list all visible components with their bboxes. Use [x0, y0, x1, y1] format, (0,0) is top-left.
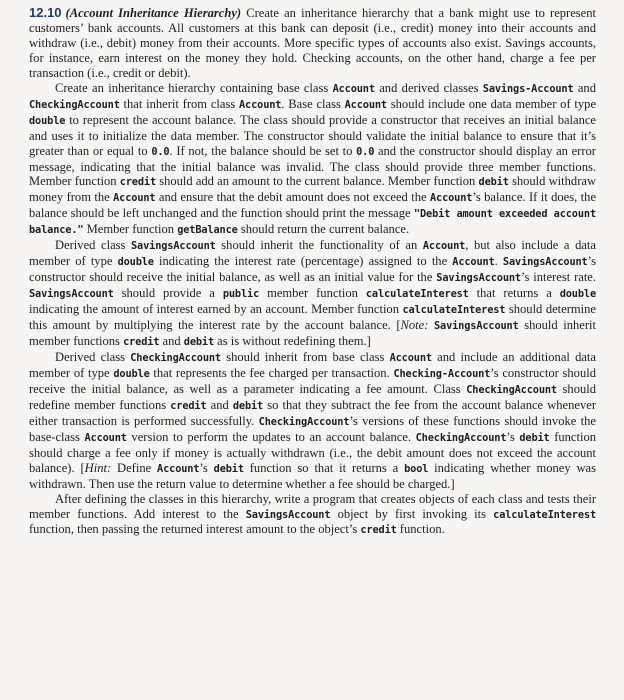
- text-run: and: [573, 80, 596, 95]
- text-run: that represents the fee charged per transaction.: [149, 365, 394, 380]
- text-run: function.: [396, 522, 445, 537]
- code-term: double: [29, 114, 66, 127]
- code-term: Account: [389, 351, 432, 364]
- code-term: credit: [170, 399, 207, 412]
- code-term: SavingsAccount: [502, 256, 588, 269]
- code-term: SavingsAccount: [433, 320, 519, 333]
- paragraph-test-program: [29, 492, 596, 539]
- text-run: should determine this amount by multiplying the interest rate by the account balance. [: [29, 302, 597, 333]
- text-run: Member function: [83, 222, 178, 237]
- text-run: .: [494, 254, 503, 269]
- text-run: and: [159, 334, 184, 349]
- text-run: should redefine member functions: [29, 381, 596, 412]
- text-run: , but also include a data member of type: [29, 238, 596, 269]
- code-term: CheckingAccount: [130, 351, 221, 364]
- text-run: . If not, the balance should be set to: [169, 143, 357, 158]
- code-term: Checking‑Account: [393, 367, 491, 380]
- text-run: After defining the classes in this hierarchy, write a program that creates objects of each class and tests their member functions. Add interest to the: [29, 491, 596, 521]
- code-term: calculateInterest: [365, 288, 469, 301]
- hint-label: Hint:: [84, 460, 112, 475]
- code-term: SavingsAccount: [131, 240, 216, 253]
- text-run: version to perform the updates to an account balance.: [126, 429, 416, 444]
- exercise-intro-text: Create an inheritance hierarchy that a bank might use to represent customers’ bank accounts. All customers at this bank can deposit (i.e., credit) money into their accounts and withdraw (i.e., debit) money from their accounts. More specific types of accounts also exist. Savings accounts, for instance, earn interest on the money they hold. Checking accounts, on the other hand, charge a fee per transaction (i.e., credit or debit).: [29, 6, 596, 80]
- text-run: function so that it returns a: [243, 460, 405, 475]
- code-term: CheckingAccount: [415, 431, 507, 444]
- code-term: Account: [422, 240, 466, 253]
- code-term: Account: [84, 431, 127, 444]
- code-term: SavingsAccount: [245, 508, 331, 521]
- text-run: and include an additional data member of type: [29, 349, 596, 380]
- code-term: double: [113, 367, 150, 380]
- text-run: Create an inheritance hierarchy containing base class: [55, 80, 333, 95]
- text-run: ’s versions of these functions should invoke the base-class: [29, 413, 596, 444]
- text-run: ’s: [506, 429, 520, 444]
- code-term: debit: [232, 399, 264, 412]
- code-term: Account: [239, 98, 282, 111]
- text-run: should withdraw money from the: [29, 174, 597, 205]
- text-run: as is without redefining them.]: [214, 334, 371, 349]
- paragraph-checking-account: [29, 350, 596, 492]
- text-run: ’s interest rate.: [521, 270, 597, 285]
- code-term: Account: [429, 192, 473, 205]
- code-term: credit: [119, 176, 156, 189]
- text-run: indicating whether money was withdrawn. Then use the return value to determine whether a fee should be charged.]: [29, 460, 596, 491]
- code-term: double: [117, 256, 154, 269]
- code-term: CheckingAccount: [29, 98, 120, 111]
- exercise-title: (Account Inheritance Hierarchy): [65, 6, 242, 20]
- code-term: bool: [404, 462, 429, 475]
- text-run: and: [206, 397, 233, 412]
- text-run: Derived class: [55, 349, 131, 364]
- code-term: public: [222, 288, 260, 301]
- code-term: debit: [213, 462, 244, 475]
- text-run: indicating the interest rate (percentage) assigned to the: [153, 254, 453, 269]
- text-run: should return the current balance.: [237, 222, 410, 237]
- text-run: function, then passing the returned interest amount to the object’s: [29, 522, 361, 537]
- code-term: credit: [360, 524, 397, 537]
- text-run: ’s balance. If it does, the balance should be left unchanged and the function should print the message: [29, 190, 597, 221]
- text-run: . Base class: [281, 96, 345, 111]
- text-run: should inherit from base class: [220, 349, 390, 364]
- code-term: "Debit amount exceeded account balance.": [29, 208, 596, 237]
- code-term: double: [559, 288, 596, 301]
- text-run: indicating the amount of interest earned by an account. Member function: [29, 302, 403, 317]
- code-term: CheckingAccount: [466, 383, 557, 396]
- text-run: should add an amount to the current balance. Member function: [156, 174, 479, 189]
- text-run: ’s constructor should receive the initial balance, as well as a parameter indicating a fee amount. Class: [29, 365, 596, 396]
- text-run: ’s constructor should receive the initial balance, as well as an initial value for the: [29, 254, 596, 285]
- code-term: debit: [519, 431, 550, 444]
- code-term: SavingsAccount: [29, 288, 114, 301]
- code-term: calculateInterest: [402, 304, 506, 317]
- text-run: member function: [259, 286, 366, 301]
- text-run: ’s: [199, 460, 214, 475]
- code-term: Account: [344, 98, 387, 111]
- code-term: getBalance: [177, 224, 238, 237]
- text-run: and derived classes: [374, 80, 483, 95]
- text-run: that inherit from class: [119, 96, 239, 111]
- text-run: should provide a: [113, 286, 223, 301]
- code-term: debit: [478, 176, 509, 189]
- code-term: 0.0: [151, 145, 170, 158]
- code-term: CheckingAccount: [258, 415, 350, 428]
- code-term: calculateInterest: [493, 508, 596, 521]
- paragraph-savings-account: [29, 238, 596, 350]
- code-term: Savings‑Account: [482, 82, 574, 95]
- paragraph-account-class: [29, 81, 596, 239]
- text-run: Derived class: [55, 238, 131, 253]
- text-run: should inherit the functionality of an: [215, 238, 423, 253]
- text-run: should include one data member of type: [386, 96, 597, 111]
- code-term: Account: [452, 256, 495, 269]
- code-term: Account: [113, 192, 156, 205]
- text-run: Define: [111, 460, 158, 475]
- code-term: credit: [123, 336, 160, 349]
- text-run: object by first invoking its: [330, 506, 494, 521]
- text-run: and the constructor should display an error message, indicating that the initial balance was invalid. The class should provide three member functions. Member function: [29, 143, 596, 189]
- code-term: 0.0: [356, 145, 375, 158]
- text-run: to represent the account balance. The class should provide a constructor that receives an initial balance and uses it to initialize the data member. The constructor should validate the initial balance to ensure that it’s greater than or equal to: [29, 112, 596, 158]
- code-term: SavingsAccount: [436, 272, 521, 285]
- code-term: debit: [183, 336, 215, 349]
- text-run: function should charge a fee only if money is actually withdrawn (i.e., the debit amount does not exceed the account balance). [: [29, 429, 597, 475]
- exercise-number: 12.10: [29, 5, 62, 20]
- text-run: so that they subtract the fee from the account balance whenever either transaction is performed successfully.: [29, 397, 596, 428]
- text-run: and ensure that the debit amount does not exceed the: [155, 190, 430, 205]
- code-term: Account: [157, 462, 200, 475]
- note-label: Note:: [400, 318, 429, 333]
- text-run: should inherit member functions: [29, 318, 596, 349]
- exercise-paragraph-intro: [29, 6, 596, 81]
- code-term: Account: [332, 82, 375, 95]
- text-run: that returns a: [468, 286, 560, 301]
